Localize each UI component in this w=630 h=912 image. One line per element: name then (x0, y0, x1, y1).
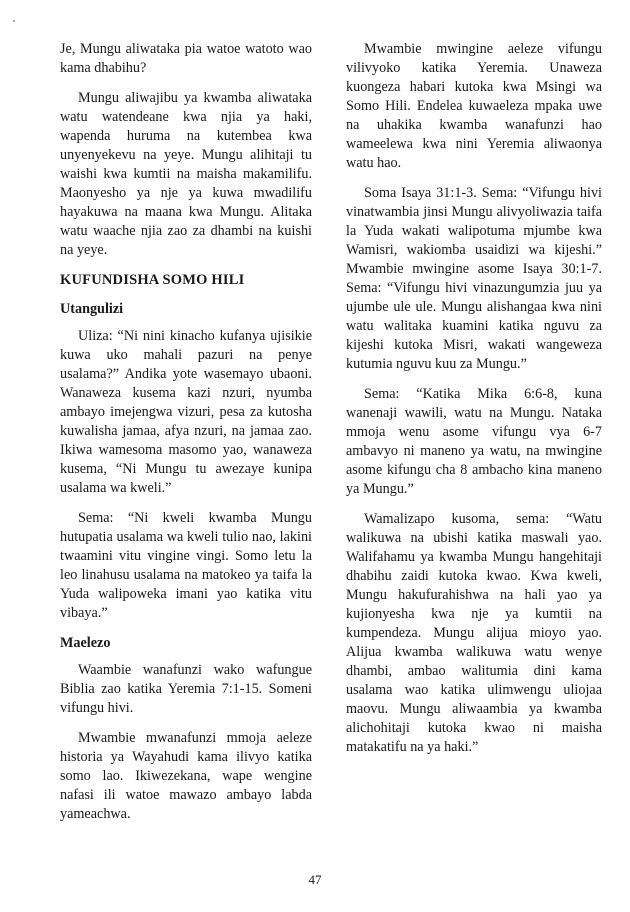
subsection-heading: Maelezo (60, 635, 111, 651)
paragraph: Waambie wanafunzi wako wafungue Biblia zao katika Yeremia 7:1-15. Someni vifungu hivi. (60, 662, 312, 716)
paragraph: Soma Isaya 31:1-3. Sema: “Vifungu hivi vinatwambia jinsi Mungu alivyoliwaziа taifa la Yuda wakati walipotuma mjumbe kwa Wamisri, wakiomba usaidizi wa kijeshi.” Mwambie mwingine asome Isaya 30:1-7. Sema: “Vifungu hivi vinazungumzia juu ya ujumbe ule ule. Mungu alishangaa kwa nini watu walitaka kuamini katika nguvu za kijeshi kutoka Misri, wakati wangeweza kutumia nguvu kuu za Mungu.” (346, 185, 602, 372)
paragraph: Wamalizapo kusoma, sema: “Watu walikuwa na ubishi katika maswali yao. Walifahamu ya kwamba Mungu hangehitaji dhabihu zaidi kutoka kwao. Kwa kweli, Mungu hakufurahishwa na hali yao ya kujionyesha kwa nje ya kumtii na kumpendeza. Mungu alijua mioyo yao. Alijua kwamba walikuwa watu wenye dhambi, ambao walitumia dini kama usalama wao katika ulimwengu uliojaa maovu. Mungu aliwaambia ya kwamba alichohitaji kutoka kwao ni maisha matakatifu na ya haki.” (346, 511, 602, 755)
scan-speck (13, 20, 15, 22)
left-column (60, 40, 312, 835)
paragraph: Sema: “Katika Mika 6:6-8, kuna wanenaji wawili, watu na Mungu. Nataka mmoja wenu asome vifungu vya 6-7 ambavyo ni maneno ya watu, na mwingine asome kifungu cha 8 ambacho kina maneno ya Mungu.” (346, 386, 602, 497)
right-column (346, 40, 602, 768)
paragraph: Sema: “Ni kweli kwamba Mungu hutupatia usalama wa kweli tulio nao, lakini twaamini vitu vingine vingi. Somo letu la leo linahusu usalama na matokeo ya taifa la Yuda walipoweka imani yao katika vitu vibaya.” (60, 510, 312, 621)
paragraph: Mwambie mwingine aeleze vifungu vilivyoko katika Yeremia. Unaweza kuongeza habari kutoka kwa Msingi wa Somo Hili. Endelea kuwaeleza mpaka uwe na uhakika kwamba wanafunzi hao wameelewa kwa nini Yeremia aliwaonya watu hao. (346, 41, 602, 171)
paragraph: Mwambie mwanafunzi mmoja aeleze historia ya Wayahudi kama ilivyo katika somo lao. Ikiwezekana, wape wengine nafasi ili watoe mawazo ambayo labda yameachwa. (60, 730, 312, 822)
paragraph: Uliza: “Ni nini kinacho kufanya ujisikie kuwa uko mahali pazuri na penye usalama?” Andika yote wasemayo ubaoni. Wanaweza kusema kazi nzuri, nyumba ambayo imejengwa vizuri, pesa za kutosha kuwalisha jamaa, afya nzuri, na jamaa zao. Ikiwa wamesoma masomo yao, wanaweza kusema, “Ni Mungu tu awezaye kunipa usalama wa kweli.” (60, 328, 312, 496)
paragraph: Je, Mungu aliwataka pia watoe watoto wao kama dhabihu? (60, 41, 312, 76)
paragraph: Mungu aliwajibu ya kwamba aliwataka watu watendeane kwa njia ya haki, wapenda huruma na kutembea kwa unyenyekevu na yeye. Mungu alihitaji tu waishi kwa kumtii na maisha makamilifu. Maonyesho ya nje ya kuwa mwadilifu hayakuwa na maana kwa Mungu. Alitaka watu waache njia zao za dhambi na kuishi na yeye. (60, 90, 312, 258)
page-number: 47 (308, 872, 322, 887)
subsection-heading: Utangulizi (60, 301, 124, 317)
section-heading: KUFUNDISHA SOMO HILI (60, 272, 245, 288)
